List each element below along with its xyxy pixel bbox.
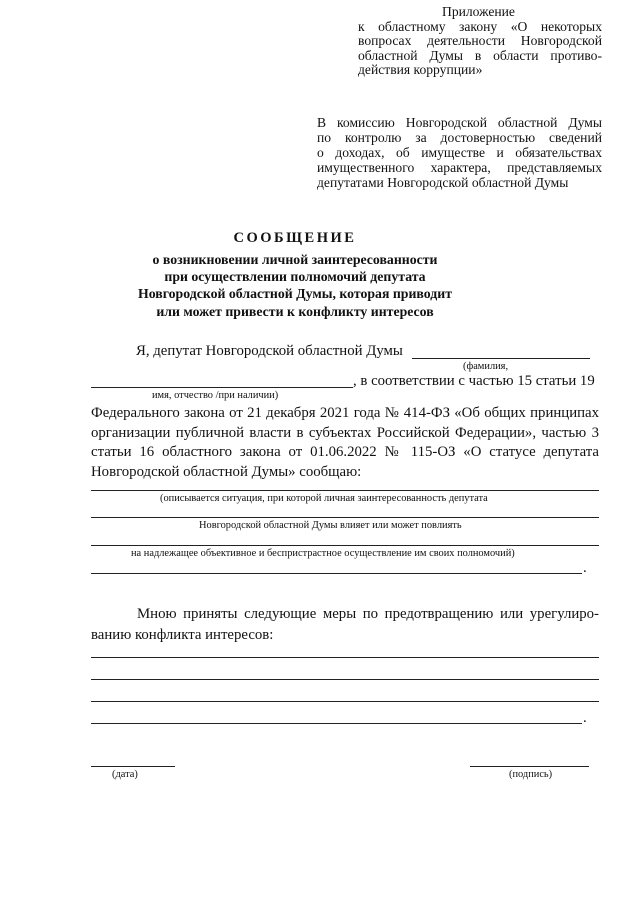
addressee-line-5: депутатами Новгородской областной Думы <box>317 175 569 190</box>
hint-surname: (фамилия, <box>463 361 509 372</box>
title-sub-2: при осуществлении полномочий депутата <box>164 269 426 285</box>
appendix-line-2: к областному закону «О некоторых <box>358 18 602 34</box>
title-sub-1: о возникновении личной заинтересованности <box>152 252 438 267</box>
measures-line-blank-4[interactable] <box>91 723 582 724</box>
situation-hint-1: (описывается ситуация, при которой личная заинтересованность депутата <box>160 493 488 504</box>
measures-line-blank-2[interactable] <box>91 679 599 680</box>
title-main: СООБЩЕНИЕ <box>233 230 357 246</box>
situation-hint-2: Новгородской областной Думы влияет или может повлиять <box>199 520 462 531</box>
statement-p3: статьи 16 областного закона от 01.06.2022 № 115-ОЗ «О статусе депутата <box>91 444 599 460</box>
statement-tail: , в соответствии с частью 15 статьи 19 <box>353 373 595 389</box>
measures-line-2: ванию конфликта интересов: <box>91 627 274 643</box>
measures-period: . <box>583 710 587 726</box>
statement-paragraph <box>91 404 599 482</box>
statement-intro: Я, депутат Новгородской областной Думы <box>136 343 403 359</box>
measures-paragraph <box>91 604 599 646</box>
situation-line-2[interactable] <box>91 517 599 518</box>
measures-line-blank-1[interactable] <box>91 657 599 658</box>
appendix-line-1: Приложение <box>442 4 515 19</box>
addressee-line-3: о доходах, об имуществе и обязательствах <box>317 145 602 160</box>
name-field-line[interactable] <box>91 387 353 388</box>
title-sub-4: или может привести к конфликту интересов <box>156 303 434 319</box>
situation-hint-3: на надлежащее объективное и беспристрастное осуществление им своих полномочий) <box>131 548 515 559</box>
addressee-line-4: имущественного характера, представляемых <box>317 160 602 175</box>
signature-label: (подпись) <box>509 769 553 780</box>
appendix-line-5: действия коррупции» <box>358 62 483 78</box>
appendix-line-4: областной Думы в области противо- <box>358 47 602 63</box>
date-field-line[interactable] <box>91 766 175 767</box>
statement-p4: Новгородской областной Думы» сообщаю: <box>91 463 362 480</box>
situation-line-4[interactable] <box>91 573 582 574</box>
situation-line-1[interactable] <box>91 490 599 491</box>
appendix-line-3: вопросах деятельности Новгородской <box>358 33 602 49</box>
situation-period: . <box>583 560 587 576</box>
measures-line-1: Мною приняты следующие меры по предотвращению или урегулиро- <box>137 606 599 622</box>
statement-p2: организации публичной власти в субъектах Российской Федерации», частью 3 <box>91 424 599 441</box>
addressee-line-2: по контролю за достоверностью сведений <box>317 130 602 145</box>
signature-field-line[interactable] <box>470 766 589 767</box>
addressee-line-1: В комиссию Новгородской областной Думы <box>317 115 602 130</box>
hint-name: имя, отчество /при наличии) <box>152 390 279 401</box>
date-label: (дата) <box>112 769 138 780</box>
measures-line-blank-3[interactable] <box>91 701 599 702</box>
title-sub-3: Новгородской областной Думы, которая приводит <box>137 286 452 302</box>
appendix-block <box>358 5 602 78</box>
surname-field-line[interactable] <box>412 358 590 359</box>
statement-p1: Федерального закона от 21 декабря 2021 года № 414-ФЗ «Об общих принципах <box>91 405 599 421</box>
document-title <box>100 230 490 320</box>
addressee-block <box>317 115 602 190</box>
situation-line-3[interactable] <box>91 545 599 546</box>
